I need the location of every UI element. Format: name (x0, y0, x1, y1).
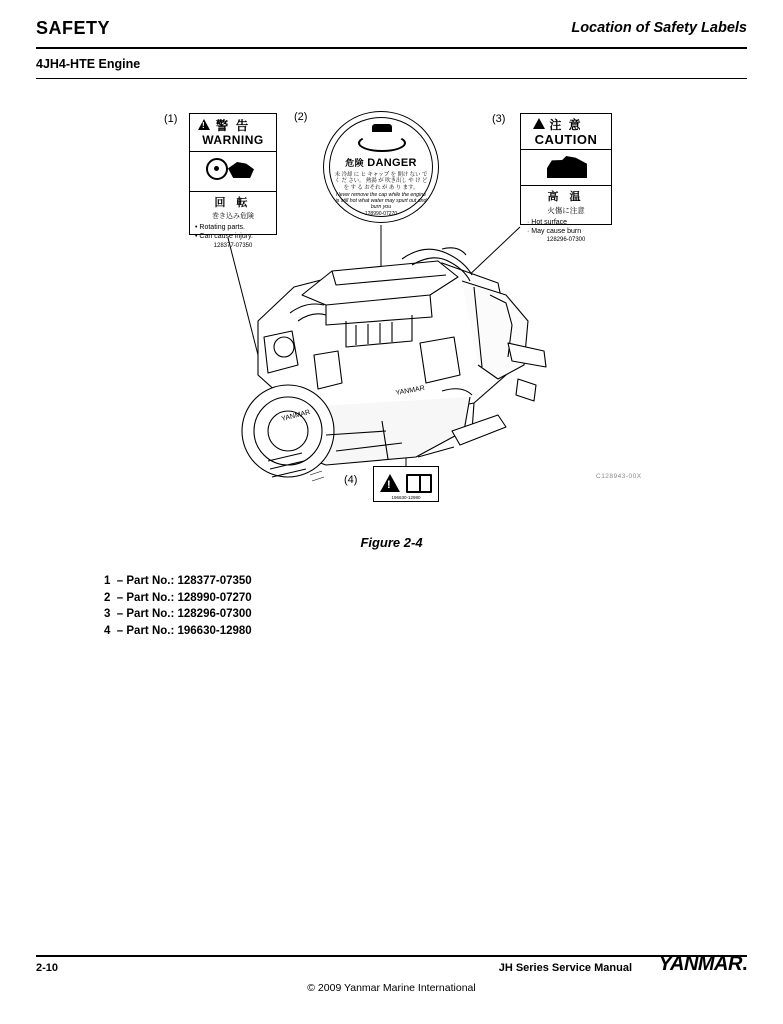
manual-part-number: 196630-12980 (391, 495, 421, 500)
svg-text:YANMAR: YANMAR (395, 384, 426, 397)
callout-3: (3) (492, 113, 506, 125)
subtitle-divider (36, 78, 747, 79)
caution-bullets: · Hot surface · May cause burn (527, 219, 582, 235)
manual-book-icon (406, 474, 432, 493)
part-number-list (104, 573, 252, 639)
warning-japanese-header: 警 告 (215, 119, 251, 133)
warning-header (190, 114, 276, 152)
brand-text: YANMAR (658, 953, 742, 975)
safety-label-caution (520, 113, 612, 243)
hand-icon (228, 162, 254, 178)
part-list-item: 2 – Part No.: 128990-07270 (104, 591, 252, 604)
caution-header (521, 114, 611, 150)
warning-japanese-sub: 巻き込み危険 (212, 213, 254, 220)
footer-copyright: © 2009 Yanmar Marine International (307, 982, 476, 994)
svg-text:YANMAR: YANMAR (280, 409, 312, 423)
caution-bullet-1: Hot surface (531, 219, 568, 226)
rotating-gear-icon (206, 158, 228, 180)
danger-part-number: 128990-07270 (364, 211, 398, 217)
danger-header-row (324, 156, 438, 169)
footer-divider (36, 955, 747, 957)
part-list-item: 4 – Part No.: 196630-12980 (104, 624, 252, 637)
drawing-code: C128943-00X (596, 473, 642, 480)
warning-part-number: 128377-07350 (213, 243, 253, 249)
manual-warning-triangle-icon (380, 474, 400, 492)
caution-japanese-word: 高 温 (547, 191, 585, 203)
hot-engine-icon (547, 156, 587, 178)
safety-label-manual (373, 466, 439, 502)
radiator-cap-icon (354, 124, 410, 154)
header-topic-title: Location of Safety Labels (571, 20, 747, 36)
warning-english-header: WARNING (202, 133, 264, 147)
engine-model-subtitle: 4JH4-HTE Engine (36, 57, 141, 71)
footer-manual-title: JH Series Service Manual (498, 962, 632, 974)
warning-japanese-word: 回 転 (214, 197, 252, 209)
steam-shape (358, 134, 406, 152)
caution-part-number: 128296-07300 (546, 237, 586, 243)
callout-1: (1) (164, 113, 178, 125)
page-header (36, 18, 747, 48)
caution-bullet-2: May cause burn (531, 228, 582, 235)
part-list-item: 3 – Part No.: 128296-07300 (104, 608, 252, 620)
safety-label-warning (189, 113, 277, 249)
warning-pictogram (190, 152, 276, 192)
danger-english-text: Never remove the cap while the engine is still hot what water may spurt out and burn you (335, 192, 427, 210)
footer-brand-logo (659, 953, 747, 976)
figure-caption: Figure 2-4 (360, 535, 423, 550)
caution-pictogram (521, 150, 611, 186)
footer-page-number: 2-10 (36, 962, 59, 974)
safety-label-danger (323, 111, 439, 223)
callout-4: (4) (344, 474, 358, 486)
danger-english-header: DANGER (367, 157, 417, 169)
part-list-item: 1 – Part No.: 128377-07350 (104, 575, 252, 587)
danger-japanese-header: 危険 (345, 158, 364, 168)
brand-dot: . (741, 953, 747, 975)
figure-illustration (36, 95, 747, 550)
caution-english-header: CAUTION (534, 132, 598, 147)
warning-bullet-2: Can cause injury. (199, 233, 253, 240)
warning-bullet-1: Rotating parts. (199, 224, 245, 231)
caution-japanese-sub: 火傷に注意 (547, 206, 585, 215)
radiator-cap-shape (372, 124, 392, 132)
header-divider (36, 47, 747, 49)
danger-japanese-text: 未 冷却 に ヒ キャップ を 開け ない で く だ さい。 熱湯 が 吹き出し や け ど を す る おそれ が あ り ます。 (334, 172, 428, 191)
header-section-title: SAFETY (36, 18, 111, 38)
caution-japanese-header: 注 意 (549, 118, 583, 132)
callout-2: (2) (294, 111, 308, 123)
warning-bullets: • Rotating parts. • Can cause injury. (195, 224, 253, 240)
